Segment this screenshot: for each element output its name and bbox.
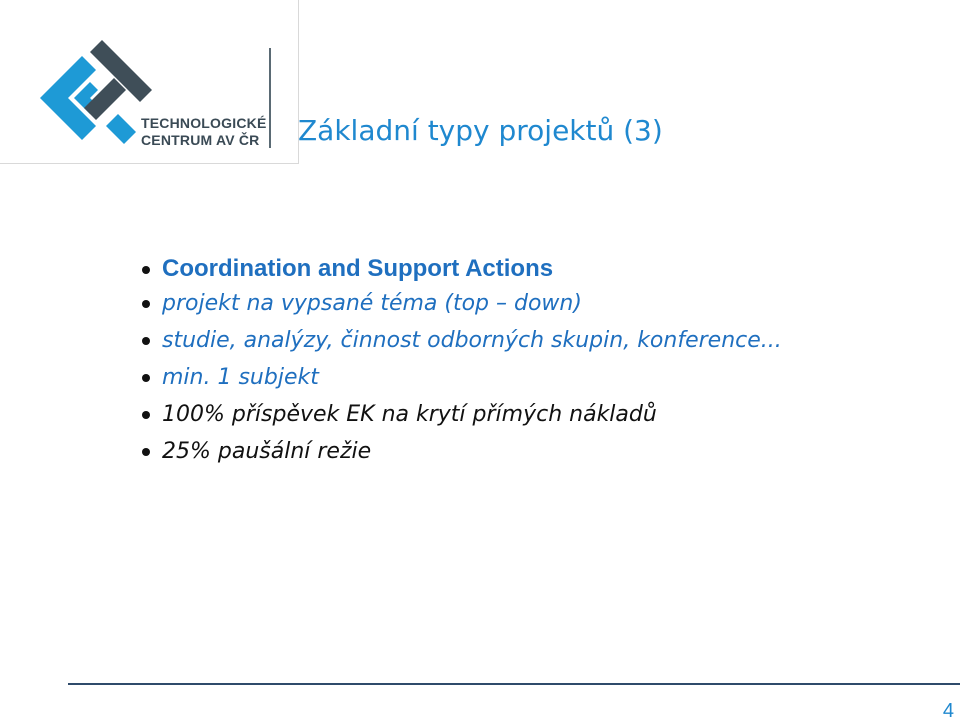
bullet-dot-icon (142, 448, 150, 456)
bullet-dot-icon (142, 300, 150, 308)
bullet-list (140, 254, 782, 470)
logo-wordmark (141, 115, 267, 149)
bullet-dot-icon (142, 374, 150, 382)
logo-text-line2: CENTRUM AV ČR (141, 132, 260, 148)
logo-text-line1: TECHNOLOGICKÉ (141, 115, 267, 131)
logo-divider (269, 48, 271, 148)
slide-title: Základní typy projektů (3) (298, 114, 663, 147)
page-number: 4 (942, 700, 954, 722)
bullet-item (140, 285, 782, 322)
bullet-text: 25% paušální režie (162, 439, 372, 464)
logo-panel (0, 0, 299, 164)
bullet-text: Coordination and Support Actions (162, 255, 554, 282)
tc-logo-icon (40, 40, 155, 155)
bullet-text: 100% příspěvek EK na krytí přímých nákladů (162, 402, 657, 427)
footer-divider (68, 683, 960, 685)
bullet-item (140, 322, 782, 359)
bullet-text: min. 1 subjekt (162, 365, 319, 390)
bullet-dot-icon (142, 411, 150, 419)
bullet-item (140, 359, 782, 396)
bullet-item (140, 396, 782, 433)
bullet-dot-icon (142, 337, 150, 345)
bullet-text: studie, analýzy, činnost odborných skupin, konference... (162, 328, 782, 353)
bullet-item (140, 433, 782, 470)
bullet-item (140, 254, 782, 284)
bullet-dot-icon (142, 266, 150, 274)
bullet-text: projekt na vypsané téma (top – down) (162, 291, 582, 316)
